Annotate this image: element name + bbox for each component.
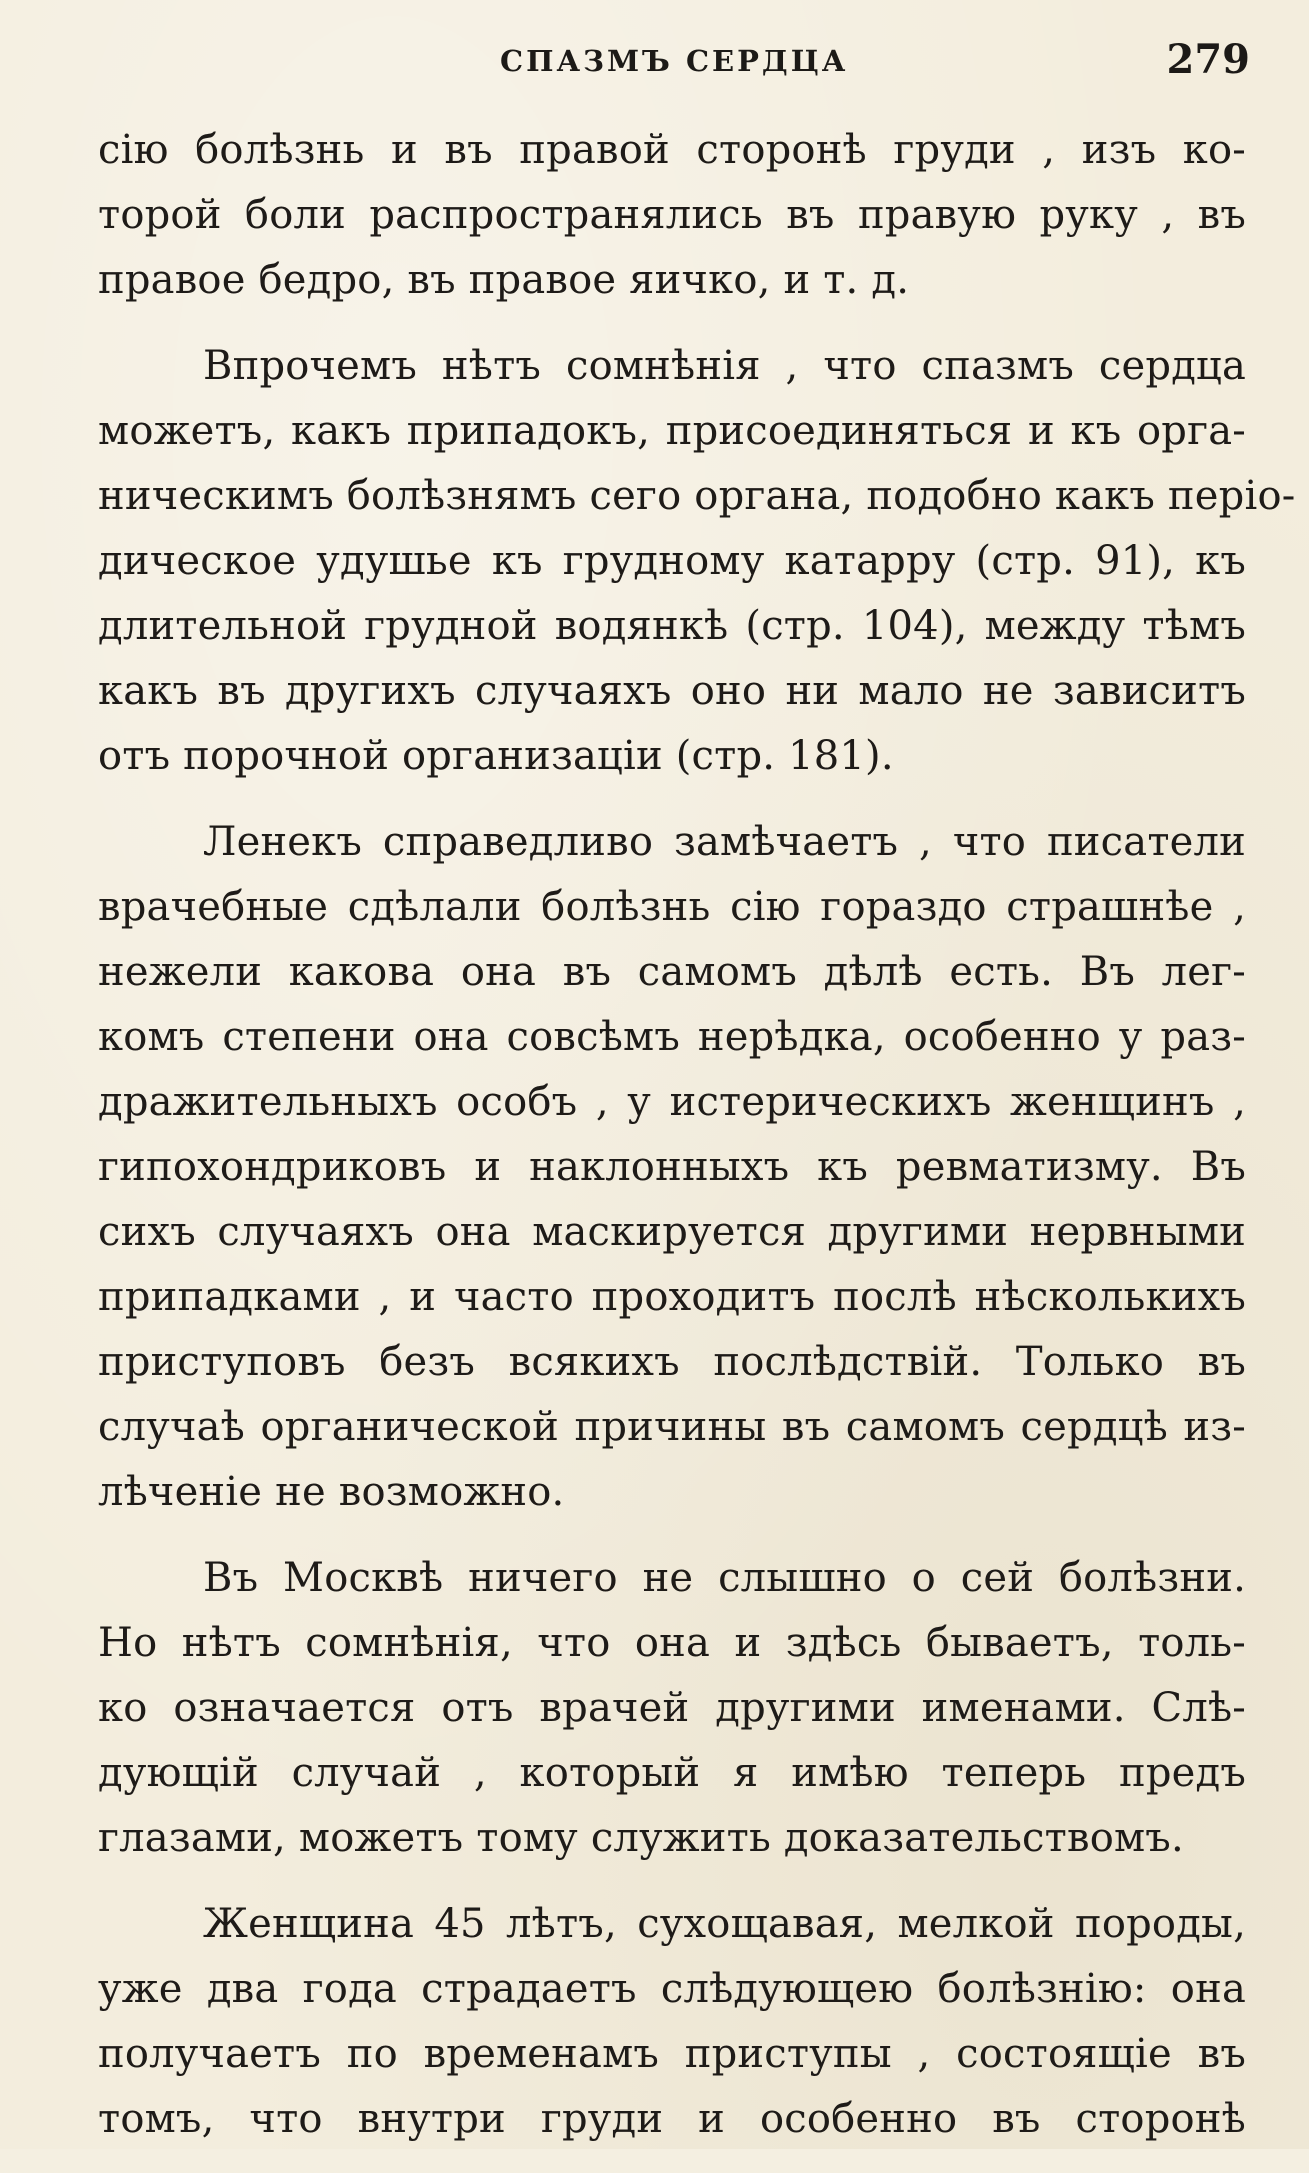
- paragraph: [98, 1892, 1246, 2152]
- page-header: [100, 36, 1250, 96]
- text-line: правое бедро, въ правое яичко, и т. д.: [98, 257, 910, 303]
- text-line: комъ степени она совсѣмъ нерѣдка, особенно у раз-: [98, 1014, 1246, 1060]
- text-line: длительной грудной водянкѣ (стр. 104), между тѣмъ: [98, 603, 1246, 649]
- paragraph: [98, 1546, 1246, 1871]
- page-number: 279: [1166, 36, 1250, 83]
- text-line: глазами, можетъ тому служить доказательствомъ.: [98, 1815, 1184, 1861]
- text-line: случаѣ органической причины въ самомъ сердцѣ из-: [98, 1404, 1246, 1450]
- text-line: Женщина 45 лѣтъ, сухощавая, мелкой породы,: [203, 1901, 1246, 1947]
- paragraph: [98, 810, 1246, 1525]
- text-line: Впрочемъ нѣтъ сомнѣнія , что спазмъ сердца: [203, 343, 1246, 389]
- text-line: Но нѣтъ сомнѣнія, что она и здѣсь бываетъ, толь-: [98, 1620, 1246, 1666]
- text-line: какъ въ другихъ случаяхъ оно ни мало не зависитъ: [98, 668, 1246, 714]
- text-line: дическое удушье къ грудному катарру (стр. 91), къ: [98, 538, 1246, 584]
- text-line: гипохондриковъ и наклонныхъ къ ревматизму. Въ: [98, 1144, 1246, 1190]
- text-line: нежели какова она въ самомъ дѣлѣ есть. Въ лег-: [98, 949, 1246, 995]
- text-line: сихъ случаяхъ она маскируется другими нервными: [98, 1209, 1246, 1255]
- text-line: врачебные сдѣлали болѣзнь сію гораздо страшнѣе ,: [98, 884, 1246, 930]
- text-line: приступовъ безъ всякихъ послѣдствій. Только въ: [98, 1339, 1246, 1385]
- text-line: ническимъ болѣзнямъ сего органа, подобно какъ перiо-: [98, 473, 1296, 519]
- text-line: Ленекъ справедливо замѣчаетъ , что писатели: [203, 819, 1246, 865]
- text-line: лѣченіе не возможно.: [98, 1469, 565, 1515]
- running-title: СПАЗМЪ СЕРДЦА: [500, 44, 849, 78]
- text-line: сію болѣзнь и въ правой стоpонѣ груди , изъ ко-: [98, 127, 1246, 173]
- text-line: дующій случай , который я имѣю теперь предъ: [98, 1750, 1246, 1796]
- text-line: дражительныхъ особъ , у истерическихъ женщинъ ,: [98, 1079, 1246, 1125]
- text-line: уже два года страдаетъ слѣдующею болѣзнію: она: [98, 1966, 1246, 2012]
- text-line: можетъ, какъ припадокъ, присоединяться и къ орга-: [98, 408, 1246, 454]
- text-line: томъ, что внутри груди и особенно въ сторонѣ: [98, 2096, 1246, 2142]
- text-line: припадками , и часто проходитъ послѣ нѣсколькихъ: [98, 1274, 1246, 1320]
- paragraph-continuation: [98, 118, 1246, 313]
- text-line: торой боли распространялись въ правую руку , въ: [98, 192, 1246, 238]
- text-line: получаетъ по временамъ приступы , состоящіе въ: [98, 2031, 1246, 2077]
- paragraph: [98, 334, 1296, 789]
- text-line: Въ Москвѣ ничего не слышно о сей болѣзни.: [203, 1555, 1246, 1601]
- text-line: ко означается отъ врачей другими именами. Слѣ-: [98, 1685, 1246, 1731]
- body-text: [98, 118, 1296, 2173]
- text-line: отъ порочной организаціи (стр. 181).: [98, 733, 894, 779]
